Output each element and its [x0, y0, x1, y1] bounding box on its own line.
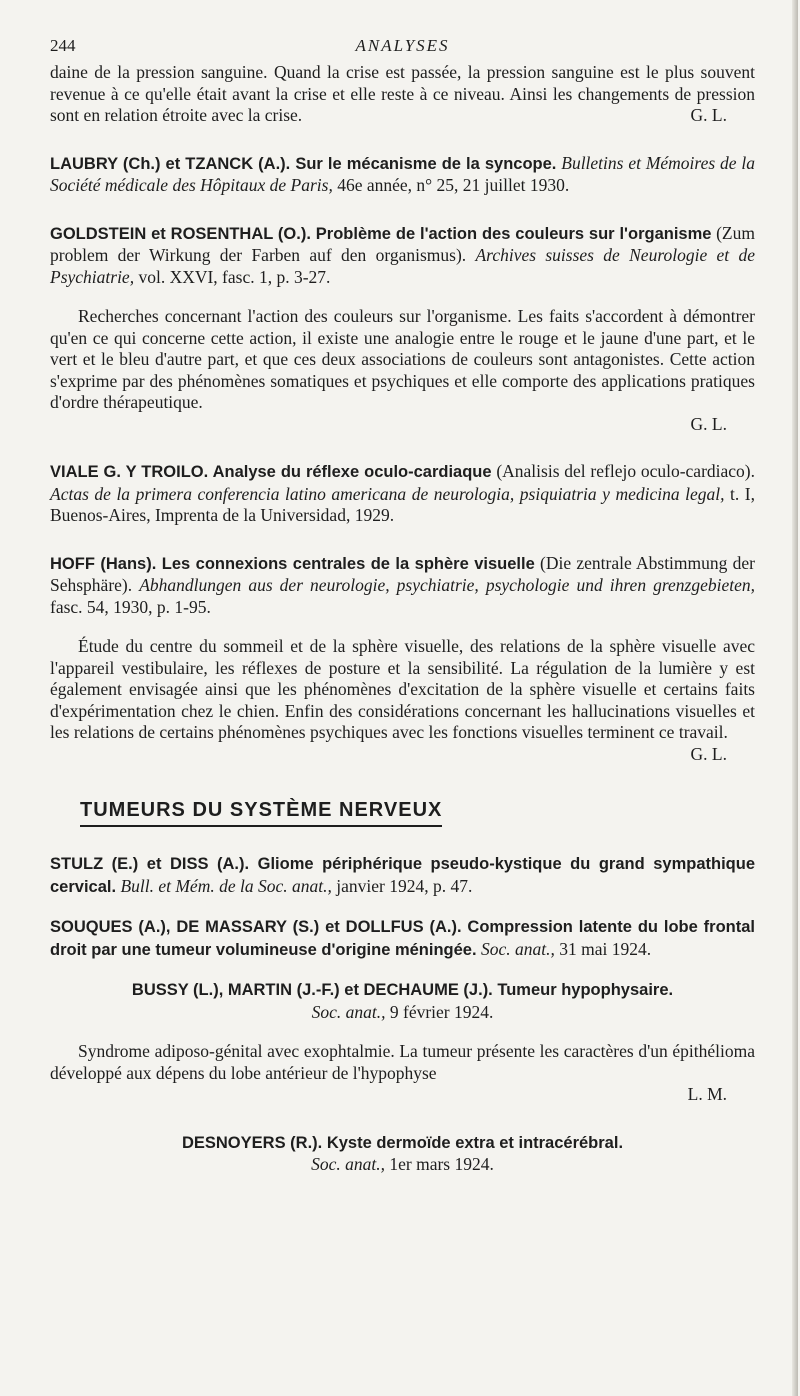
- entry-authors-title: HOFF (Hans). Les connexions centrales de la sphère visuelle: [50, 554, 535, 573]
- entry-source: Bulletins et Mémoires de la Société médicale des Hôpitaux de Paris,: [50, 152, 756, 195]
- entry-extra: (Zum problem der Wirkung der Farben auf den organismus).: [50, 222, 755, 265]
- entry-source: Abhandlungen aus der neurologie, psychiatrie, psychologie und ihren grenzgebieten,: [139, 575, 756, 595]
- bibliography-entry: [50, 853, 755, 898]
- bibliography-entry: [50, 153, 755, 197]
- entry-source: Soc. anat.,: [311, 1001, 386, 1022]
- entry-extra: (Die zentrale Abstimmung der Sehsphäre).: [50, 552, 755, 595]
- entry-source: Soc. anat.,: [480, 938, 555, 959]
- bibliography-entry: [50, 916, 755, 961]
- entry-details: 1er mars 1924.: [389, 1154, 494, 1174]
- bibliography-entry: [50, 461, 755, 527]
- signature: G. L.: [690, 743, 727, 764]
- entry-source: Actas de la primera conferencia latino americana de neurologia, psiquiatria y medicina legal,: [50, 483, 725, 504]
- signature: G. L.: [690, 105, 727, 125]
- running-title: ANALYSES: [355, 36, 450, 55]
- signature: L. M.: [687, 1084, 727, 1104]
- abstract-text: Recherches concernant l'action des couleurs sur l'organisme. Les faits s'accordent à démontrer qu'en ce qui concerne cette action, il existe une analogie entre le rouge et le jaune d'une part, et le vert et le bleu d'autre part, et que ces deux associations de couleurs sont antagonistes. Cette action s'exprime par des phénomènes somatiques et psychiques et elle comporte des applications pratiques d'ordre thérapeutique.: [50, 306, 755, 412]
- entry-authors-title: BUSSY (L.), MARTIN (J.-F.) et DECHAUME (J.). Tumeur hypophysaire.: [131, 981, 674, 999]
- intro-text: daine de la pression sanguine. Quand la crise est passée, la pression sanguine est le plus souvent revenue à ce qu'elle était avant la crise et elle reste à ce niveau. Ainsi les changements de pression sont en relation étroite avec la crise.: [50, 62, 755, 125]
- section-heading: [50, 799, 755, 827]
- bibliography-entry: [50, 223, 755, 289]
- entry-details: 31 mai 1924.: [559, 938, 652, 959]
- entry-authors-title: SOUQUES (A.), DE MASSARY (S.) et DOLLFUS (A.). Compression latente du lobe frontal droit par une tumeur volumineuse d'origine méningée.: [50, 918, 755, 959]
- entry-details: vol. XXVI, fasc. 1, p. 3-27.: [138, 266, 331, 287]
- entry-details: janvier 1924, p. 47.: [336, 875, 473, 896]
- entry-authors-title: LAUBRY (Ch.) et TZANCK (A.). Sur le mécanisme de la syncope.: [50, 154, 557, 173]
- entry-details: 46e année, n° 25, 21 juillet 1930.: [337, 175, 570, 195]
- bibliography-entry: [50, 979, 755, 1023]
- entry-details: fasc. 54, 1930, p. 1-95.: [50, 596, 211, 617]
- entry-details: 9 février 1924.: [389, 1001, 494, 1022]
- page-edge-shadow: [792, 0, 798, 1396]
- bibliography-entry: [50, 1132, 755, 1176]
- signature: G. L.: [690, 413, 727, 434]
- entry-abstract: [50, 1041, 755, 1106]
- entry-abstract: [50, 636, 755, 765]
- page: [50, 36, 755, 1176]
- entry-source: Archives suisses de Neurologie et de Psychiatrie,: [50, 245, 755, 287]
- entry-authors-title: VIALE G. Y TROILO. Analyse du réflexe oculo-cardiaque: [50, 463, 492, 481]
- entry-extra: (Analisis del reflejo oculo-cardiaco).: [496, 461, 755, 481]
- entry-source: Bull. et Mém. de la Soc. anat.,: [120, 875, 332, 896]
- intro-paragraph: [50, 62, 755, 127]
- entry-authors-title: DESNOYERS (R.). Kyste dermoïde extra et intracérébral.: [181, 1133, 624, 1152]
- entry-source: Soc. anat.,: [311, 1154, 385, 1174]
- running-head: [50, 36, 755, 62]
- bibliography-entry: [50, 553, 755, 619]
- abstract-text: Étude du centre du sommeil et de la sphère visuelle, des relations de la sphère visuelle avec l'appareil vestibulaire, les réflexes de posture et la sensibilité. La régulation de la lumière y est également envisagée ainsi que les phénomènes d'excitation de la sphère visuelle et certains faits d'expérimentation chez le chien. Enfin des considérations concernant les hallucinations visuelles et les relations de certains phénomènes psychiques avec les fonctions visuelles terminent ce travail.: [50, 636, 755, 742]
- abstract-text: Syndrome adiposo-génital avec exophtalmie. La tumeur présente les caractères d'un épithélioma développé aux dépens du lobe antérieur de l'hypophyse: [50, 1041, 755, 1083]
- entry-authors-title: STULZ (E.) et DISS (A.). Gliome périphérique pseudo-kystique du grand sympathique cervical.: [50, 855, 755, 896]
- page-number: 244: [50, 36, 76, 55]
- entry-abstract: [50, 306, 755, 435]
- entry-details: t. I, Buenos-Aires, Imprenta de la Universidad, 1929.: [50, 483, 755, 525]
- section-title: TUMEURS DU SYSTÈME NERVEUX: [80, 799, 442, 827]
- entry-authors-title: GOLDSTEIN et ROSENTHAL (O.). Problème de l'action des couleurs sur l'organisme: [50, 224, 712, 243]
